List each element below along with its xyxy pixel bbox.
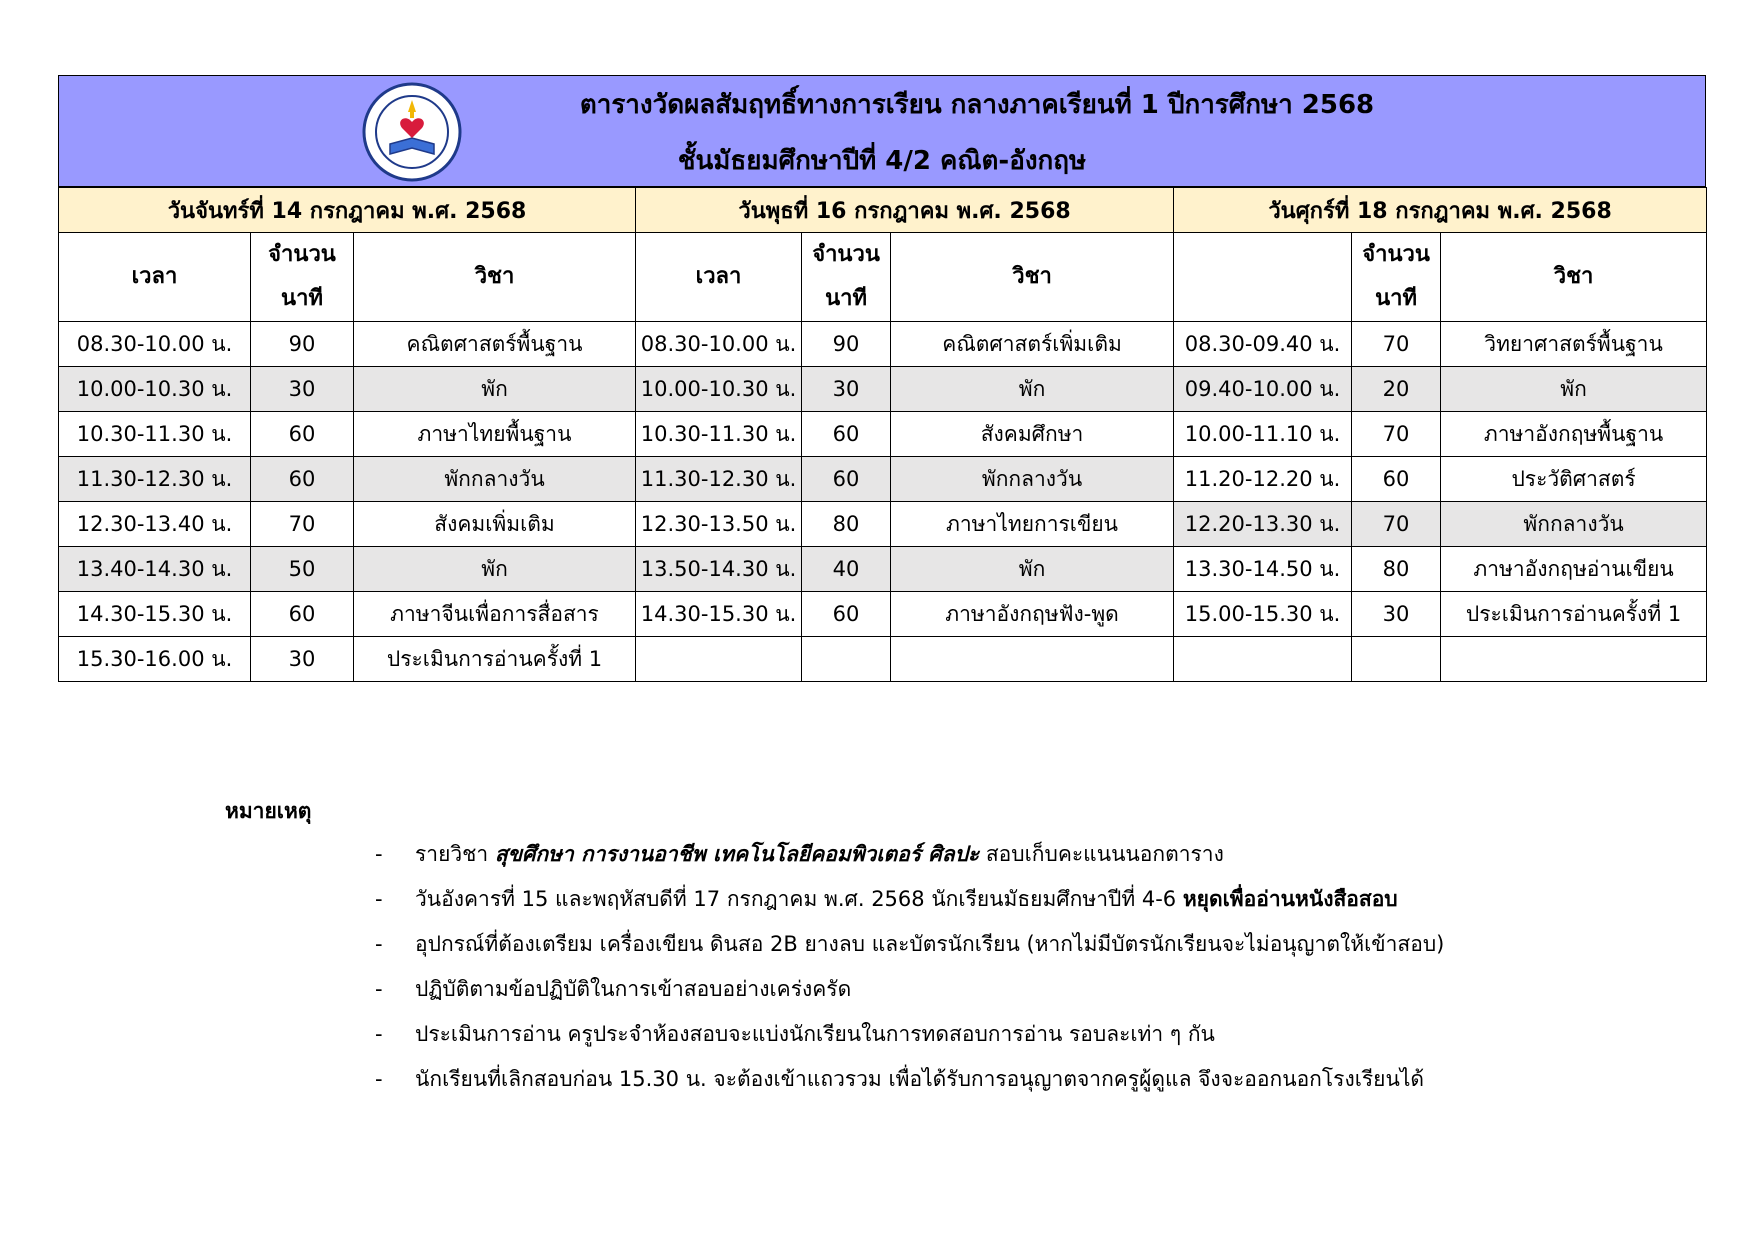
cell-subj: ภาษาอังกฤษฟัง-พูด [891,592,1174,637]
note-item: - นักเรียนที่เลิกสอบก่อน 15.30 น. จะต้องเข้าแถวรวม เพื่อได้รับการอนุญาตจากครูผู้ดูแล จึงจะออกนอกโรงเรียนได้ [375,1067,1425,1091]
table-row [59,592,1707,637]
cell-time: 12.30-13.40 น. [59,502,251,547]
table-row [59,502,1707,547]
cell-time: 08.30-10.00 น. [59,322,251,367]
cell-subj: ภาษาไทยการเขียน [891,502,1174,547]
cell-subj: พัก [354,367,636,412]
cell-time: 12.20-13.30 น. [1174,502,1352,547]
note-item: - รายวิชา สุขศึกษา การงานอาชีพ เทคโนโลยีคอมพิวเตอร์ ศิลปะ สอบเก็บคะแนนนอกตาราง [375,842,1224,866]
cell-subj: วิทยาศาสตร์พื้นฐาน [1441,322,1707,367]
cell-time: 10.00-11.10 น. [1174,412,1352,457]
cell-min: 50 [251,547,354,592]
cell-subj: ภาษาอังกฤษพื้นฐาน [1441,412,1707,457]
cell-time: 08.30-10.00 น. [636,322,802,367]
cell-min: 60 [802,457,891,502]
day-header-wednesday: วันพุธที่ 16 กรกฎาคม พ.ศ. 2568 [636,188,1174,233]
col-subject: วิชา [891,233,1174,322]
cell-subj: พัก [354,547,636,592]
col-minutes: จำนวน นาที [802,233,891,322]
exam-schedule-sheet [58,75,1706,682]
table-row [59,457,1707,502]
cell-time: 15.00-15.30 น. [1174,592,1352,637]
schedule-rows [59,322,1707,682]
column-header-row [59,233,1707,322]
day-header-friday: วันศุกร์ที่ 18 กรกฎาคม พ.ศ. 2568 [1174,188,1707,233]
cell-subj: ประวัติศาสตร์ [1441,457,1707,502]
cell-time: 11.30-12.30 น. [636,457,802,502]
notes-title: หมายเหตุ [225,799,312,823]
cell-subj: พักกลางวัน [891,457,1174,502]
col-time [1174,233,1352,322]
cell-subj: พักกลางวัน [1441,502,1707,547]
cell-time: 11.30-12.30 น. [59,457,251,502]
col-minutes: จำนวน นาที [251,233,354,322]
cell-time: 14.30-15.30 น. [59,592,251,637]
cell-subj [1441,637,1707,682]
notes-section [225,795,1625,1109]
cell-time: 13.30-14.50 น. [1174,547,1352,592]
cell-min: 70 [1352,412,1441,457]
table-row [59,637,1707,682]
day-header-monday: วันจันทร์ที่ 14 กรกฎาคม พ.ศ. 2568 [59,188,636,233]
col-subject: วิชา [354,233,636,322]
cell-min: 60 [1352,457,1441,502]
schedule-header [58,75,1706,187]
cell-subj: คณิตศาสตร์เพิ่มเติม [891,322,1174,367]
cell-min [802,637,891,682]
cell-min [1352,637,1441,682]
note-item: - วันอังคารที่ 15 และพฤหัสบดีที่ 17 กรกฎาคม พ.ศ. 2568 นักเรียนมัธยมศึกษาปีที่ 4-6 หยุดเพื่ออ่านหนังสือสอบ [375,887,1398,911]
cell-min: 60 [802,592,891,637]
table-row [59,367,1707,412]
table-row [59,412,1707,457]
cell-time: 13.50-14.30 น. [636,547,802,592]
cell-min: 80 [1352,547,1441,592]
cell-time: 10.30-11.30 น. [636,412,802,457]
cell-time: 15.30-16.00 น. [59,637,251,682]
cell-time: 12.30-13.50 น. [636,502,802,547]
cell-min: 60 [251,592,354,637]
page-title: ตารางวัดผลสัมฤทธิ์ทางการเรียน กลางภาคเรียนที่ 1 ปีการศึกษา 2568 [579,90,1375,120]
cell-min: 40 [802,547,891,592]
cell-min: 70 [1352,502,1441,547]
col-time: เวลา [59,233,251,322]
table-row [59,322,1707,367]
cell-subj: พัก [891,367,1174,412]
cell-time [636,637,802,682]
cell-min: 30 [1352,592,1441,637]
col-time: เวลา [636,233,802,322]
cell-time [1174,637,1352,682]
cell-subj: ภาษาอังกฤษอ่านเขียน [1441,547,1707,592]
cell-time: 09.40-10.00 น. [1174,367,1352,412]
cell-subj [891,637,1174,682]
cell-min: 60 [251,457,354,502]
cell-min: 60 [251,412,354,457]
cell-subj: พัก [891,547,1174,592]
cell-subj: สังคมศึกษา [891,412,1174,457]
cell-time: 11.20-12.20 น. [1174,457,1352,502]
col-minutes: จำนวน นาที [1352,233,1441,322]
cell-min: 30 [802,367,891,412]
cell-min: 20 [1352,367,1441,412]
table-row [59,547,1707,592]
note-item: - ปฏิบัติตามข้อปฏิบัติในการเข้าสอบอย่างเคร่งครัด [375,977,852,1001]
cell-min: 70 [1352,322,1441,367]
cell-min: 60 [802,412,891,457]
cell-time: 14.30-15.30 น. [636,592,802,637]
note-item: - ประเมินการอ่าน ครูประจำห้องสอบจะแบ่งนักเรียนในการทดสอบการอ่าน รอบละเท่า ๆ กัน [375,1022,1215,1046]
cell-time: 10.00-10.30 น. [636,367,802,412]
cell-subj: คณิตศาสตร์พื้นฐาน [354,322,636,367]
cell-min: 70 [251,502,354,547]
cell-subj: พัก [1441,367,1707,412]
page-subtitle: ชั้นมัธยมศึกษาปีที่ 4/2 คณิต-อังกฤษ [677,146,1087,176]
cell-subj: ภาษาไทยพื้นฐาน [354,412,636,457]
cell-min: 30 [251,367,354,412]
cell-min: 30 [251,637,354,682]
cell-time: 10.30-11.30 น. [59,412,251,457]
cell-time: 13.40-14.30 น. [59,547,251,592]
cell-min: 90 [802,322,891,367]
schedule-table [58,187,1707,682]
col-subject: วิชา [1441,233,1707,322]
cell-subj: สังคมเพิ่มเติม [354,502,636,547]
cell-min: 80 [802,502,891,547]
cell-subj: ภาษาจีนเพื่อการสื่อสาร [354,592,636,637]
cell-subj: ประเมินการอ่านครั้งที่ 1 [1441,592,1707,637]
cell-subj: พักกลางวัน [354,457,636,502]
cell-min: 90 [251,322,354,367]
cell-subj: ประเมินการอ่านครั้งที่ 1 [354,637,636,682]
note-item: - อุปกรณ์ที่ต้องเตรียม เครื่องเขียน ดินสอ 2B ยางลบ และบัตรนักเรียน (หากไม่มีบัตรนักเรียนจะไม่อนุญาตให้เข้าสอบ) [375,932,1445,956]
cell-time: 08.30-09.40 น. [1174,322,1352,367]
cell-time: 10.00-10.30 น. [59,367,251,412]
